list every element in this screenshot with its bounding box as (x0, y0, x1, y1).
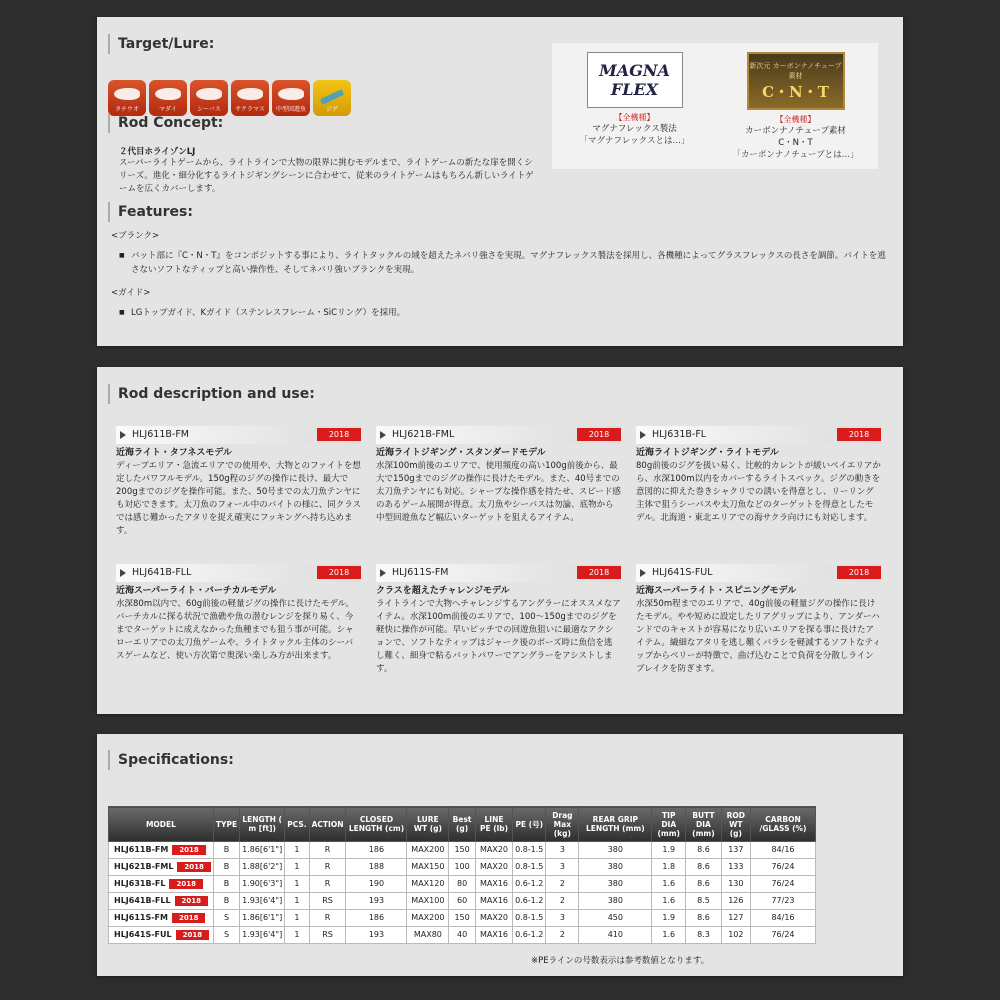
spec-model-name: HLJ611B-FM (114, 845, 169, 854)
cnt-link[interactable]: 「カーボンナノチューブとは…」 (732, 150, 859, 160)
table-row (109, 876, 816, 893)
spec-cell: 8.6 (686, 876, 722, 893)
col-header: BUTT DIA (mm) (686, 807, 722, 842)
spec-cell: 8.6 (686, 859, 722, 876)
col-header: MODEL (109, 807, 214, 842)
year-badge: 2018 (176, 930, 209, 940)
spec-cell: 0.8-1.5 (513, 859, 546, 876)
col-header: REAR GRIP LENGTH (mm) (579, 807, 652, 842)
spec-cell: 380 (579, 876, 652, 893)
specifications-panel (97, 734, 903, 976)
magnaflex-logo: MAGNA FLEX (587, 52, 683, 108)
spec-cell: 1.93[6'4"] (240, 893, 285, 910)
spec-model-cell (109, 859, 214, 876)
lure-label: サクラマス (235, 106, 265, 113)
spec-cell: RS (309, 893, 346, 910)
spec-cell: 8.6 (686, 842, 722, 859)
spec-cell: 1 (285, 893, 309, 910)
spec-cell: MAX100 (407, 893, 449, 910)
model-header (376, 426, 621, 444)
cnt-logo-top: 新次元 カーボンナノチューブ素材 (749, 61, 842, 80)
fish-icon (237, 88, 263, 100)
year-badge: 2018 (837, 566, 881, 579)
model-header (116, 426, 361, 444)
spec-cell: 2 (546, 876, 579, 893)
spec-cell: 1.9 (652, 910, 686, 927)
spec-cell: MAX16 (475, 893, 512, 910)
spec-cell: 1.6 (652, 893, 686, 910)
lure-tachiuo (108, 80, 146, 116)
jig-icon (320, 89, 344, 105)
model-subtitle: 近海ライト・タフネスモデル (116, 448, 232, 458)
spec-cell: MAX150 (407, 859, 449, 876)
spec-cell: 1 (285, 859, 309, 876)
spec-cell: MAX20 (475, 859, 512, 876)
blank-text: ■ バット部に『C・N・T』をコンポジットする事により、ライトタックルの域を超えたネバリ強さを実現。マグナフレックス製法を採用し、各機種によってグラスフレックスの長さを調節。バイトを逃さないソフトなティップと高い操作性、そしてネバリ強いブランクを実現。 (119, 249, 894, 277)
spec-cell: S (213, 927, 239, 944)
spec-cell: 1 (285, 927, 309, 944)
spec-cell: R (309, 910, 346, 927)
spec-cell: 133 (721, 859, 750, 876)
fish-icon (278, 88, 304, 100)
model-name: HLJ611B-FM (132, 429, 189, 440)
col-header: LENGTH ( m [ft]) (240, 807, 285, 842)
concept-subtitle: ２代目ホライゾンLJ (119, 147, 196, 157)
specifications-title: Specifications: (108, 750, 234, 770)
model-subtitle: クラスを超えたチャレンジモデル (376, 586, 510, 596)
lure-label: タチウオ (114, 106, 139, 113)
model-header (636, 426, 881, 444)
model-card (116, 564, 361, 663)
spec-cell: 188 (346, 859, 407, 876)
model-subtitle: 近海ライトジギング・ライトモデル (636, 448, 779, 458)
spec-cell: 77/23 (751, 893, 816, 910)
model-text: 80g前後のジグを扱い易く、比較的カレントが緩いベイエリアから、水深100m以内をカバーするライトスペック。ジグの動きを意図的に抑えた巻きシャクリでの誘いを得意とし、リーリング主体で狙うシーバスや太刀魚などのターゲットを得意としたモデル。北海道・東北エリアでの海サクラ向けにも対応します。 (636, 461, 881, 523)
spec-cell: MAX200 (407, 910, 449, 927)
model-text: 水深50m程までのエリアで、40g前後の軽量ジグの操作に長けたモデル。やや短めに設定したリアグリップにより、アンダーハンドでのキャストが容易になり広いエリアを探る事に長けたアイテム。繊細なアタリを逃し難くバラシを軽減するソフトなティップからベリーが特徴で、曲げ込むことで負荷を分散しラインブレイクを防ぎます。 (636, 599, 881, 674)
model-text: ディープエリア・急流エリアでの使用や、大物とのファイトを想定したパワフルモデル。150g程のジグの操作に長け、最大で200gまでのジグを操作可能。また、50号までの太刀魚テンヤにも対応できます。太刀魚のフォール中のバイトの様に、同クラスでは感じ難かったアタリを捉え確実にフッキングへ持ち込めます。 (116, 461, 361, 536)
model-text: ライトラインで大物へチャレンジするアングラーにオススメなアイテム。水深100m前後のエリアで、100～150gまでのジグを軽快に操作が可能。早いピッチでの回遊魚狙いに最適なアクションで、ソフトなティップはジャーク後のボーズ時に魚信を逃し難く、細身で粘るバットパワーでアングラーをアシストします。 (376, 599, 621, 674)
model-card (376, 564, 621, 676)
lure-seabass (190, 80, 228, 116)
spec-model-cell (109, 893, 214, 910)
spec-cell: S (213, 910, 239, 927)
col-header: TYPE (213, 807, 239, 842)
spec-cell: 1.8 (652, 859, 686, 876)
spec-cell: 84/16 (751, 842, 816, 859)
table-row (109, 893, 816, 910)
fish-icon (196, 88, 222, 100)
col-header: LINE PE (lb) (475, 807, 512, 842)
spec-cell: 1.86[6'1"] (240, 910, 285, 927)
guide-header: <ガイド> (111, 288, 151, 298)
table-row (109, 859, 816, 876)
model-card (116, 426, 361, 538)
spec-model-name: HLJ641B-FLL (114, 896, 171, 905)
spec-cell: R (309, 859, 346, 876)
spec-cell: 1.90[6'3"] (240, 876, 285, 893)
year-badge: 2018 (169, 879, 202, 889)
spec-header-row (109, 807, 816, 842)
fish-icon (114, 88, 140, 100)
table-row (109, 910, 816, 927)
blank-header: <ブランク> (111, 231, 160, 241)
model-name: HLJ631B-FL (652, 429, 707, 440)
spec-cell: 1.88[6'2"] (240, 859, 285, 876)
cnt-logo (747, 52, 845, 110)
model-name: HLJ611S-FM (392, 567, 449, 578)
spec-cell: 1.6 (652, 927, 686, 944)
lure-sakuramasu (231, 80, 269, 116)
model-subtitle: 近海ライトジギング・スタンダードモデル (376, 448, 546, 458)
spec-cell: 1 (285, 842, 309, 859)
model-subtitle: 近海スーパーライト・バーチカルモデル (116, 586, 277, 596)
spec-table (108, 806, 816, 944)
model-subtitle: 近海スーパーライト・スピニングモデル (636, 586, 797, 596)
spec-cell: 130 (721, 876, 750, 893)
spec-cell: 8.6 (686, 910, 722, 927)
table-row (109, 842, 816, 859)
spec-cell: 76/24 (751, 927, 816, 944)
col-header: Best (g) (449, 807, 476, 842)
lure-label: 中型回遊魚 (275, 106, 306, 113)
year-badge: 2018 (177, 862, 210, 872)
lure-icons (108, 80, 351, 116)
lure-jig (313, 80, 351, 116)
cnt-logo-text: C・N・T (762, 82, 829, 101)
spec-cell: 1 (285, 876, 309, 893)
spec-cell: 1.93[6'4"] (240, 927, 285, 944)
spec-cell: MAX80 (407, 927, 449, 944)
spec-cell: 186 (346, 910, 407, 927)
spec-cell: 380 (579, 842, 652, 859)
magnaflex-link[interactable]: 「マグナフレックスとは…」 (579, 136, 690, 146)
spec-cell: 8.3 (686, 927, 722, 944)
spec-cell: 60 (449, 893, 476, 910)
col-header: CARBON /GLASS (%) (751, 807, 816, 842)
col-header: CLOSED LENGTH (cm) (346, 807, 407, 842)
spec-cell: 1.86[6'1"] (240, 842, 285, 859)
spec-cell: 8.5 (686, 893, 722, 910)
spec-cell: 3 (546, 910, 579, 927)
spec-cell: MAX20 (475, 842, 512, 859)
spec-model-name: HLJ621B-FML (114, 862, 174, 871)
spec-cell: MAX16 (475, 927, 512, 944)
spec-cell: MAX16 (475, 876, 512, 893)
lure-madai (149, 80, 187, 116)
col-header: PE (号) (513, 807, 546, 842)
year-badge: 2018 (175, 896, 208, 906)
spec-model-name: HLJ611S-FM (114, 913, 168, 922)
model-text: 水深100m前後のエリアで、使用頻度の高い100g前後から、最大で150gまでのジグの操作に長けたモデル。また、40号までの太刀魚テンヤにも対応。シャープな操作感を持たせ、スピード感のあるゲーム展開が得意。太刀魚やシーバスは勿論、底物から中型回遊魚など幅広いターゲットを狙えるアイテム。 (376, 461, 621, 523)
model-name: HLJ641B-FLL (132, 567, 192, 578)
model-header (116, 564, 361, 582)
spec-cell: R (309, 876, 346, 893)
year-badge: 2018 (172, 913, 205, 923)
year-badge: 2018 (837, 428, 881, 441)
spec-cell: 150 (449, 910, 476, 927)
col-header: LURE WT (g) (407, 807, 449, 842)
badge-tag: 【全機種】 (614, 113, 655, 122)
features-title: Features: (108, 202, 193, 222)
model-text: 水深80m以内で、60g前後の軽量ジグの操作に長けたモデル。バーチカルに探る状況で漁礁や魚の潜むレンジを探り易く、今までターゲットに成えなかった魚種までも狙う事が可能。シャローエリアでの太刀魚ゲームや、ライトタックル主体のシーバスゲームなど、使い方次第で奥深い楽しみ方が出来ます。 (116, 599, 354, 661)
model-name: HLJ621B-FML (392, 429, 455, 440)
lure-label: シーバス (197, 106, 221, 113)
rod-description-title: Rod description and use: (108, 384, 315, 404)
spec-model-cell (109, 927, 214, 944)
rod-concept-title: Rod Concept: (108, 113, 223, 133)
cnt-badge[interactable] (713, 43, 878, 169)
spec-cell: 1 (285, 910, 309, 927)
col-header: ROD WT (g) (721, 807, 750, 842)
spec-cell: 100 (449, 859, 476, 876)
spec-cell: 3 (546, 842, 579, 859)
spec-cell: 126 (721, 893, 750, 910)
spec-cell: 0.8-1.5 (513, 842, 546, 859)
concept-text: スーパーライトゲームから、ライトラインで大物の限界に挑むモデルまで、ライトゲームの新たな扉を開くシリーズ。進化・細分化するライトジギングシーンに合わせて、従来のライトゲームはもちろん新しいライトゲームを広くカバーします。 (119, 158, 534, 194)
overview-panel (97, 17, 903, 346)
year-badge: 2018 (577, 428, 621, 441)
model-card (636, 426, 881, 525)
lure-label: マダイ (159, 106, 177, 113)
spec-cell: 150 (449, 842, 476, 859)
spec-cell: 0.6-1.2 (513, 876, 546, 893)
guide-text: ■ LGトップガイド、Kガイド（ステンレスフレーム・SiCリング）を採用。 (119, 306, 894, 320)
lure-label: ジグ (326, 106, 338, 113)
spec-cell: 76/24 (751, 859, 816, 876)
fish-icon (155, 88, 181, 100)
spec-cell: 193 (346, 893, 407, 910)
spec-cell: 380 (579, 893, 652, 910)
col-header: TIP DIA (mm) (652, 807, 686, 842)
badge-name: カーボンナノチューブ素材 (745, 126, 846, 136)
spec-model-name: HLJ641S-FUL (114, 930, 172, 939)
model-header (636, 564, 881, 582)
spec-cell: R (309, 842, 346, 859)
spec-cell: B (213, 893, 239, 910)
badge-tag: 【全機種】 (775, 115, 816, 124)
spec-cell: MAX20 (475, 910, 512, 927)
spec-cell: 450 (579, 910, 652, 927)
spec-cell: MAX200 (407, 842, 449, 859)
spec-cell: 1.9 (652, 842, 686, 859)
spec-cell: 2 (546, 893, 579, 910)
magnaflex-badge[interactable] (552, 43, 717, 169)
spec-cell: 0.6-1.2 (513, 893, 546, 910)
spec-cell: 2 (546, 927, 579, 944)
spec-cell: 80 (449, 876, 476, 893)
description-panel (97, 367, 903, 714)
model-card (376, 426, 621, 525)
badge-name-2: C・N・T (778, 138, 813, 148)
spec-cell: 137 (721, 842, 750, 859)
spec-cell: 380 (579, 859, 652, 876)
spec-cell: 102 (721, 927, 750, 944)
spec-cell: 186 (346, 842, 407, 859)
spec-cell: 0.8-1.5 (513, 910, 546, 927)
spec-cell: 3 (546, 859, 579, 876)
model-header (376, 564, 621, 582)
spec-note: ※PEラインの号数表示は参考数値となります。 (531, 956, 710, 966)
spec-model-cell (109, 876, 214, 893)
spec-cell: 76/24 (751, 876, 816, 893)
table-row (109, 927, 816, 944)
spec-cell: B (213, 859, 239, 876)
spec-model-cell (109, 910, 214, 927)
spec-cell: RS (309, 927, 346, 944)
spec-cell: 1.6 (652, 876, 686, 893)
col-header: PCS. (285, 807, 309, 842)
spec-cell: 190 (346, 876, 407, 893)
spec-cell: MAX120 (407, 876, 449, 893)
col-header: ACTION (309, 807, 346, 842)
spec-cell: 127 (721, 910, 750, 927)
spec-cell: 410 (579, 927, 652, 944)
spec-cell: 193 (346, 927, 407, 944)
badge-name: マグナフレックス製法 (592, 124, 677, 134)
col-header: Drag Max (kg) (546, 807, 579, 842)
target-lure-title: Target/Lure: (108, 34, 214, 54)
year-badge: 2018 (317, 428, 361, 441)
year-badge: 2018 (317, 566, 361, 579)
spec-model-name: HLJ631B-FL (114, 879, 166, 888)
spec-cell: B (213, 842, 239, 859)
spec-cell: B (213, 876, 239, 893)
spec-model-cell (109, 842, 214, 859)
spec-cell: 0.6-1.2 (513, 927, 546, 944)
model-name: HLJ641S-FUL (652, 567, 713, 578)
lure-migratory (272, 80, 310, 116)
spec-cell: 84/16 (751, 910, 816, 927)
spec-cell: 40 (449, 927, 476, 944)
year-badge: 2018 (172, 845, 205, 855)
year-badge: 2018 (577, 566, 621, 579)
model-card (636, 564, 881, 676)
